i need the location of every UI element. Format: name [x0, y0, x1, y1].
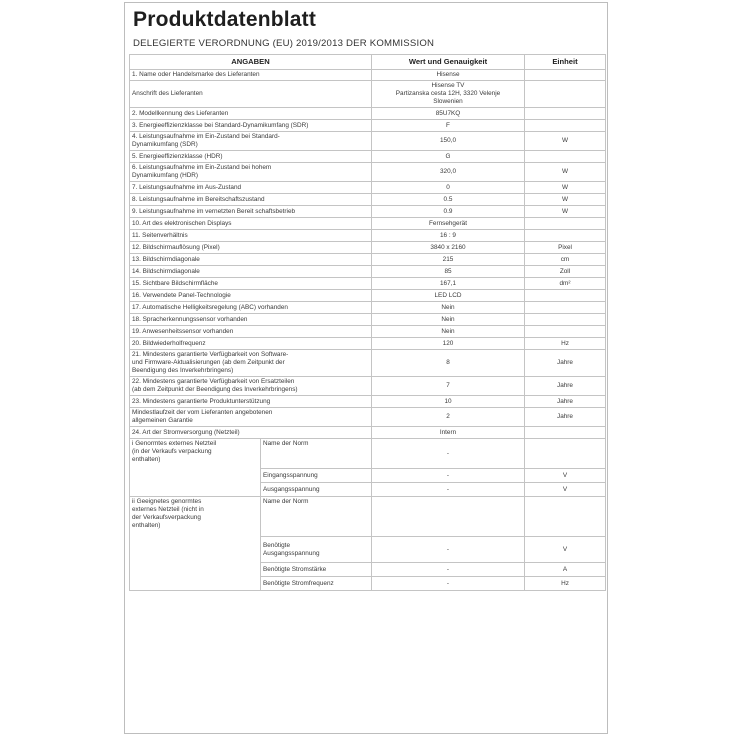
spec-label: 17. Automatische Helligkeitsregelung (ABC) vorhanden: [130, 302, 372, 314]
spec-unit: Hz: [525, 338, 606, 350]
psu-ii-sub-value: [372, 497, 525, 537]
spec-label: Mindestlaufzeit der vom Lieferanten angebotenen allgemeinen Garantie: [130, 408, 372, 427]
sheet-subtitle: DELEGIERTE VERORDNUNG (EU) 2019/2013 DER KOMMISSION: [133, 38, 435, 49]
spec-label: 24. Art der Stromversorgung (Netzteil): [130, 427, 372, 439]
spec-value: LED LCD: [372, 290, 525, 302]
psu-ii-sub-label: Benötigte Stromstärke: [261, 563, 372, 577]
spec-unit: W: [525, 132, 606, 151]
spec-unit: W: [525, 194, 606, 206]
spec-unit: Zoll: [525, 266, 606, 278]
spec-label: 15. Sichtbare Bildschirmfläche: [130, 278, 372, 290]
spec-value: 150,0: [372, 132, 525, 151]
spec-row: [130, 163, 606, 182]
spec-value: 0: [372, 182, 525, 194]
spec-unit: [525, 120, 606, 132]
spec-label: 7. Leistungsaufnahme im Aus-Zustand: [130, 182, 372, 194]
spec-row: [130, 108, 606, 120]
psu-i-sub-label: Eingangsspannung: [261, 469, 372, 483]
spec-row: [130, 396, 606, 408]
spec-value: 16 : 9: [372, 230, 525, 242]
psu-ii-sub-unit: A: [525, 563, 606, 577]
spec-label: 6. Leistungsaufnahme im Ein-Zustand bei hohem Dynamikumfang (HDR): [130, 163, 372, 182]
spec-row: [130, 194, 606, 206]
psu-ii-sub-label: Name der Norm: [261, 497, 372, 537]
spec-row: [130, 206, 606, 218]
spec-unit: W: [525, 163, 606, 182]
spec-unit: Jahre: [525, 377, 606, 396]
psu-ii-sub-label: Benötigte Stromfrequenz: [261, 577, 372, 591]
spec-unit: W: [525, 206, 606, 218]
spec-label: 8. Leistungsaufnahme im Bereitschaftszustand: [130, 194, 372, 206]
spec-unit: cm: [525, 254, 606, 266]
product-data-sheet: [124, 2, 608, 734]
spec-row: [130, 218, 606, 230]
spec-unit: Pixel: [525, 242, 606, 254]
spec-label: 16. Verwendete Panel-Technologie: [130, 290, 372, 302]
spec-label: 13. Bildschirmdiagonale: [130, 254, 372, 266]
spec-label: 2. Modellkennung des Lieferanten: [130, 108, 372, 120]
psu-i-sub-value: -: [372, 439, 525, 469]
spec-row: [130, 338, 606, 350]
psu-i-sub-label: Ausgangsspannung: [261, 483, 372, 497]
spec-row: [130, 278, 606, 290]
spec-label: 9. Leistungsaufnahme im vernetzten Bereit schaftsbetrieb: [130, 206, 372, 218]
spec-unit: [525, 230, 606, 242]
spec-label: 4. Leistungsaufnahme im Ein-Zustand bei Standard- Dynamikumfang (SDR): [130, 132, 372, 151]
spec-label: 18. Spracherkennungssensor vorhanden: [130, 314, 372, 326]
psu-i-sub-label: Name der Norm: [261, 439, 372, 469]
spec-row: [130, 242, 606, 254]
spec-table: [129, 54, 606, 591]
psu-i-label: i Genormtes externes Netzteil (in der Verkaufs verpackung enthalten): [130, 439, 261, 497]
spec-unit: dm²: [525, 278, 606, 290]
spec-label: 1. Name oder Handelsmarke des Lieferanten: [130, 70, 372, 81]
spec-value: 3840 x 2160: [372, 242, 525, 254]
spec-label: 22. Mindestens garantierte Verfügbarkeit von Ersatzteilen (ab dem Zeitpunkt der Beendigung des Inverkehrbringens): [130, 377, 372, 396]
psu-ii-sub-value: -: [372, 537, 525, 563]
spec-label: 12. Bildschirmauflösung (Pixel): [130, 242, 372, 254]
spec-value: Hisense: [372, 70, 525, 81]
spec-unit: [525, 151, 606, 163]
spec-row: [130, 290, 606, 302]
spec-row: [130, 314, 606, 326]
spec-row: [130, 408, 606, 427]
psu-i-sub-unit: V: [525, 469, 606, 483]
spec-label: Anschrift des Lieferanten: [130, 81, 372, 108]
spec-label: 23. Mindestens garantierte Produktunterstützung: [130, 396, 372, 408]
psu-i-sub-unit: [525, 439, 606, 469]
spec-row: [130, 151, 606, 163]
spec-unit: [525, 70, 606, 81]
spec-unit: [525, 314, 606, 326]
spec-unit: [525, 108, 606, 120]
spec-value: 7: [372, 377, 525, 396]
psu-ii-sub-label: Benötigte Ausgangsspannung: [261, 537, 372, 563]
spec-row: [130, 377, 606, 396]
psu-i-row: [130, 439, 606, 469]
spec-value: 85U7KQ: [372, 108, 525, 120]
spec-unit: [525, 427, 606, 439]
spec-label: 20. Bildwiederholfrequenz: [130, 338, 372, 350]
spec-value: 215: [372, 254, 525, 266]
spec-label: 21. Mindestens garantierte Verfügbarkeit von Software- und Firmware-Aktualisierungen (ab dem Zeitpunkt der Beendigung des Inverkehrbringens): [130, 350, 372, 377]
sheet-title: Produktdatenblatt: [133, 8, 317, 31]
psu-i-sub-unit: V: [525, 483, 606, 497]
spec-value: Nein: [372, 326, 525, 338]
spec-value: 120: [372, 338, 525, 350]
spec-value: 0.9: [372, 206, 525, 218]
psu-ii-sub-unit: V: [525, 537, 606, 563]
header-wert: Wert und Genauigkeit: [372, 55, 525, 70]
psu-ii-sub-unit: [525, 497, 606, 537]
spec-label: 5. Energieeffizienzklasse (HDR): [130, 151, 372, 163]
spec-row: [130, 266, 606, 278]
spec-row: [130, 120, 606, 132]
spec-label: 14. Bildschirmdiagonale: [130, 266, 372, 278]
spec-unit: [525, 290, 606, 302]
spec-row: [130, 81, 606, 108]
spec-value: 8: [372, 350, 525, 377]
spec-row: [130, 302, 606, 314]
spec-label: 19. Anwesenheitssensor vorhanden: [130, 326, 372, 338]
spec-label: 3. Energieeffizienzklasse bei Standard-Dynamikumfang (SDR): [130, 120, 372, 132]
spec-row: [130, 70, 606, 81]
spec-value: Intern: [372, 427, 525, 439]
header-einheit: Einheit: [525, 55, 606, 70]
spec-row: [130, 182, 606, 194]
spec-value: 320,0: [372, 163, 525, 182]
spec-unit: [525, 81, 606, 108]
spec-unit: [525, 302, 606, 314]
header-row: [130, 55, 606, 70]
spec-row: [130, 132, 606, 151]
psu-ii-sub-value: -: [372, 577, 525, 591]
spec-row: [130, 427, 606, 439]
psu-i-sub-value: -: [372, 469, 525, 483]
spec-value: 0.5: [372, 194, 525, 206]
psu-ii-sub-unit: Hz: [525, 577, 606, 591]
spec-value: G: [372, 151, 525, 163]
spec-unit: W: [525, 182, 606, 194]
psu-ii-label: ii Geeignetes genormtes externes Netzteil (nicht in der Verkaufsverpackung enthalten): [130, 497, 261, 591]
spec-value: 167,1: [372, 278, 525, 290]
spec-unit: [525, 218, 606, 230]
psu-i-sub-value: -: [372, 483, 525, 497]
spec-label: 10. Art des elektronischen Displays: [130, 218, 372, 230]
spec-label: 11. Seitenverhältnis: [130, 230, 372, 242]
spec-value: Fernsehgerät: [372, 218, 525, 230]
header-angaben: ANGABEN: [130, 55, 372, 70]
spec-value: F: [372, 120, 525, 132]
spec-value: 85: [372, 266, 525, 278]
spec-value: Hisense TV Partizanska cesta 12H, 3320 Velenje Slowenien: [372, 81, 525, 108]
psu-ii-row: [130, 497, 606, 537]
spec-unit: Jahre: [525, 396, 606, 408]
spec-value: Nein: [372, 314, 525, 326]
psu-ii-sub-value: -: [372, 563, 525, 577]
spec-value: 10: [372, 396, 525, 408]
spec-row: [130, 254, 606, 266]
spec-value: Nein: [372, 302, 525, 314]
spec-row: [130, 230, 606, 242]
spec-value: 2: [372, 408, 525, 427]
spec-row: [130, 350, 606, 377]
spec-unit: Jahre: [525, 350, 606, 377]
spec-unit: [525, 326, 606, 338]
spec-table-body: [130, 70, 606, 591]
spec-unit: Jahre: [525, 408, 606, 427]
spec-row: [130, 326, 606, 338]
